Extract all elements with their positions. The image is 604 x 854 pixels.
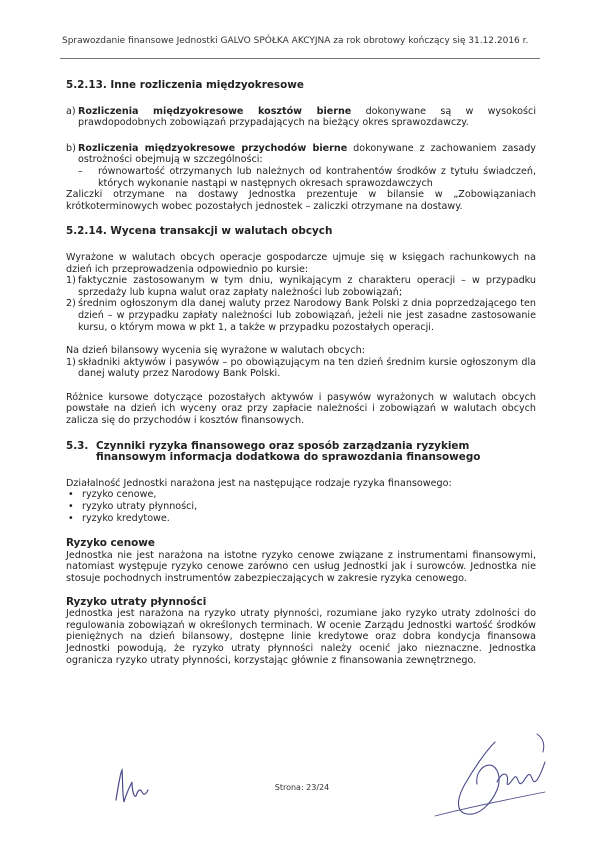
risk-bullet — [66, 489, 536, 501]
page-number: Strona: 23/24 — [274, 783, 330, 792]
fx-item-2-num: 2) — [66, 298, 76, 310]
risk-bullet — [66, 513, 536, 525]
risk-bullet — [66, 501, 536, 513]
item-b-dash — [66, 166, 536, 189]
bullet-marker: • — [68, 489, 74, 501]
liquidity-risk-title: Ryzyko utraty płynności — [66, 595, 207, 608]
initials-signature — [108, 760, 158, 810]
price-risk-title: Ryzyko cenowe — [66, 537, 155, 550]
item-b — [66, 143, 536, 166]
bilans-item — [66, 357, 536, 380]
bullet-marker: • — [68, 512, 74, 524]
item-a-bold: Rozliczenia międzyokresowe kosztów bierne — [78, 105, 352, 117]
header-divider — [60, 58, 540, 59]
fx-item-1-num: 1) — [66, 275, 76, 287]
item-a-text — [78, 106, 536, 129]
bilans-item-text: składniki aktywów i pasywów – po obowiązującym na ten dzień średnim kursie ogłoszonym dla danej waluty przez Narodowy Bank Polski. — [78, 356, 536, 380]
item-a-label: a) — [66, 105, 76, 117]
dash-marker: – — [78, 165, 83, 177]
section-5-3-text: Czynniki ryzyka finansowego oraz sposób zarządzania ryzykiem finansowym informacja dodatkowa do sprawozdania finansowego — [96, 439, 481, 464]
bullet-marker: • — [68, 501, 74, 513]
item-b-text — [78, 143, 536, 166]
dash-text: równowartość otrzymanych lub należnych od kontrahentów środków z tytułu świadczeń, których wykonanie nastąpi w następnych okresach sprawozdawczych — [98, 165, 536, 189]
risk-bullet-text: ryzyko utraty płynności, — [82, 501, 198, 513]
risk-bullet-text: ryzyko kredytowe. — [82, 512, 170, 524]
liquidity-risk-text: Jednostka jest narażona na ryzyko utraty płynności, rozumiane jako ryzyko utraty zdolności do regulowania zobowiązań w określonych terminach. W ocenie Zarządu Jednostki wartość środków pieniężnych na dzień bilansowy, dostępne linie kredytowe oraz dobra kondycja finansowa Jednostki powodują, że ryzyko utraty płynności należy ocenić jako nieznaczne. Jednostka ogranicza ryzyko utraty płynności, korzystając głównie z finansowania zewnętrznego. — [66, 608, 536, 666]
fx-item-2 — [66, 298, 536, 333]
fx-intro: Wyrażone w walutach obcych operacje gospodarcze ujmuje się w księgach rachunkowych na dzień ich przeprowadzenia odpowiednio po kursie: — [66, 251, 536, 275]
item-a-rest: dokonywane są w wysokości prawdopodobnych zobowiązań przypadających na bieżący okres sprawozdawczy. — [78, 105, 536, 129]
page-content — [66, 80, 536, 666]
risk-bullet-text: ryzyko cenowe, — [82, 489, 157, 501]
roznice-paragraph: Różnice kursowe dotyczące pozostałych aktywów i pasywów wyrażonych w walutach obcych powstałe na dzień ich wyceny oraz przy zapłacie należności i zobowiązań w walutach obcych zalicza się do przychodów i kosztów finansowych. — [66, 391, 536, 427]
item-b-bold: Rozliczenia międzyokresowe przychodów bierne — [78, 142, 348, 154]
fx-item-1 — [66, 275, 536, 298]
item-a — [66, 106, 536, 129]
price-risk-text: Jednostka nie jest narażona na istotne ryzyko cenowe związane z instrumentami finansowymi, natomiast występuje ryzyko cenowe zarówno cen usług Jednostki jak i surowców. Jednostka nie stosuje pochodnych instrumentów zabezpieczających w zakresie ryzyka cenowego. — [66, 549, 536, 584]
fx-item-1-text: faktycznie zastosowanym w tym dniu, wynikającym z charakteru operacji – w przypadku sprzedaży lub kupna walut oraz zapłaty należności lub zobowiązań; — [78, 275, 536, 298]
page-header: Sprawozdanie finansowe Jednostki GALVO SPÓŁKA AKCYJNA za rok obrotowy kończący się 31.12.2016 r. — [62, 36, 529, 46]
section-5-3-num: 5.3. — [66, 439, 89, 452]
bilans-intro: Na dzień bilansowy wycenia się wyrażone w walutach obcych: — [66, 345, 365, 357]
section-5-2-14-title: 5.2.14. Wycena transakcji w walutach obcych — [66, 225, 333, 238]
fx-item-2-text: średnim ogłoszonym dla danej waluty przez Narodowy Bank Polski z dnia poprzedzającego ten dzień – w przypadku zapłaty należności lub zobowiązań, jeżeli nie jest zasadne zastosowanie kursu, o którym mowa w pkt 1, a także w przypadku pozostałych operacji. — [78, 298, 536, 333]
handwritten-signature — [425, 712, 565, 832]
bilans-item-num: 1) — [66, 356, 76, 368]
section-5-2-13-title: 5.2.13. Inne rozliczenia międzyokresowe — [66, 79, 304, 91]
zaliczki-paragraph: Zaliczki otrzymane na dostawy Jednostka prezentuje w bilansie w „Zobowiązaniach krótkoterminowych wobec pozostałych jednostek – zaliczki otrzymane na dostawy. — [66, 189, 536, 212]
item-b-label: b) — [66, 142, 76, 154]
item-b-rest: dokonywane z zachowaniem zasady ostrożności obejmują w szczególności: — [78, 142, 536, 166]
risk-intro: Działalność Jednostki narażona jest na następujące rodzaje ryzyka finansowego: — [66, 477, 452, 489]
section-5-3-title — [66, 441, 536, 464]
